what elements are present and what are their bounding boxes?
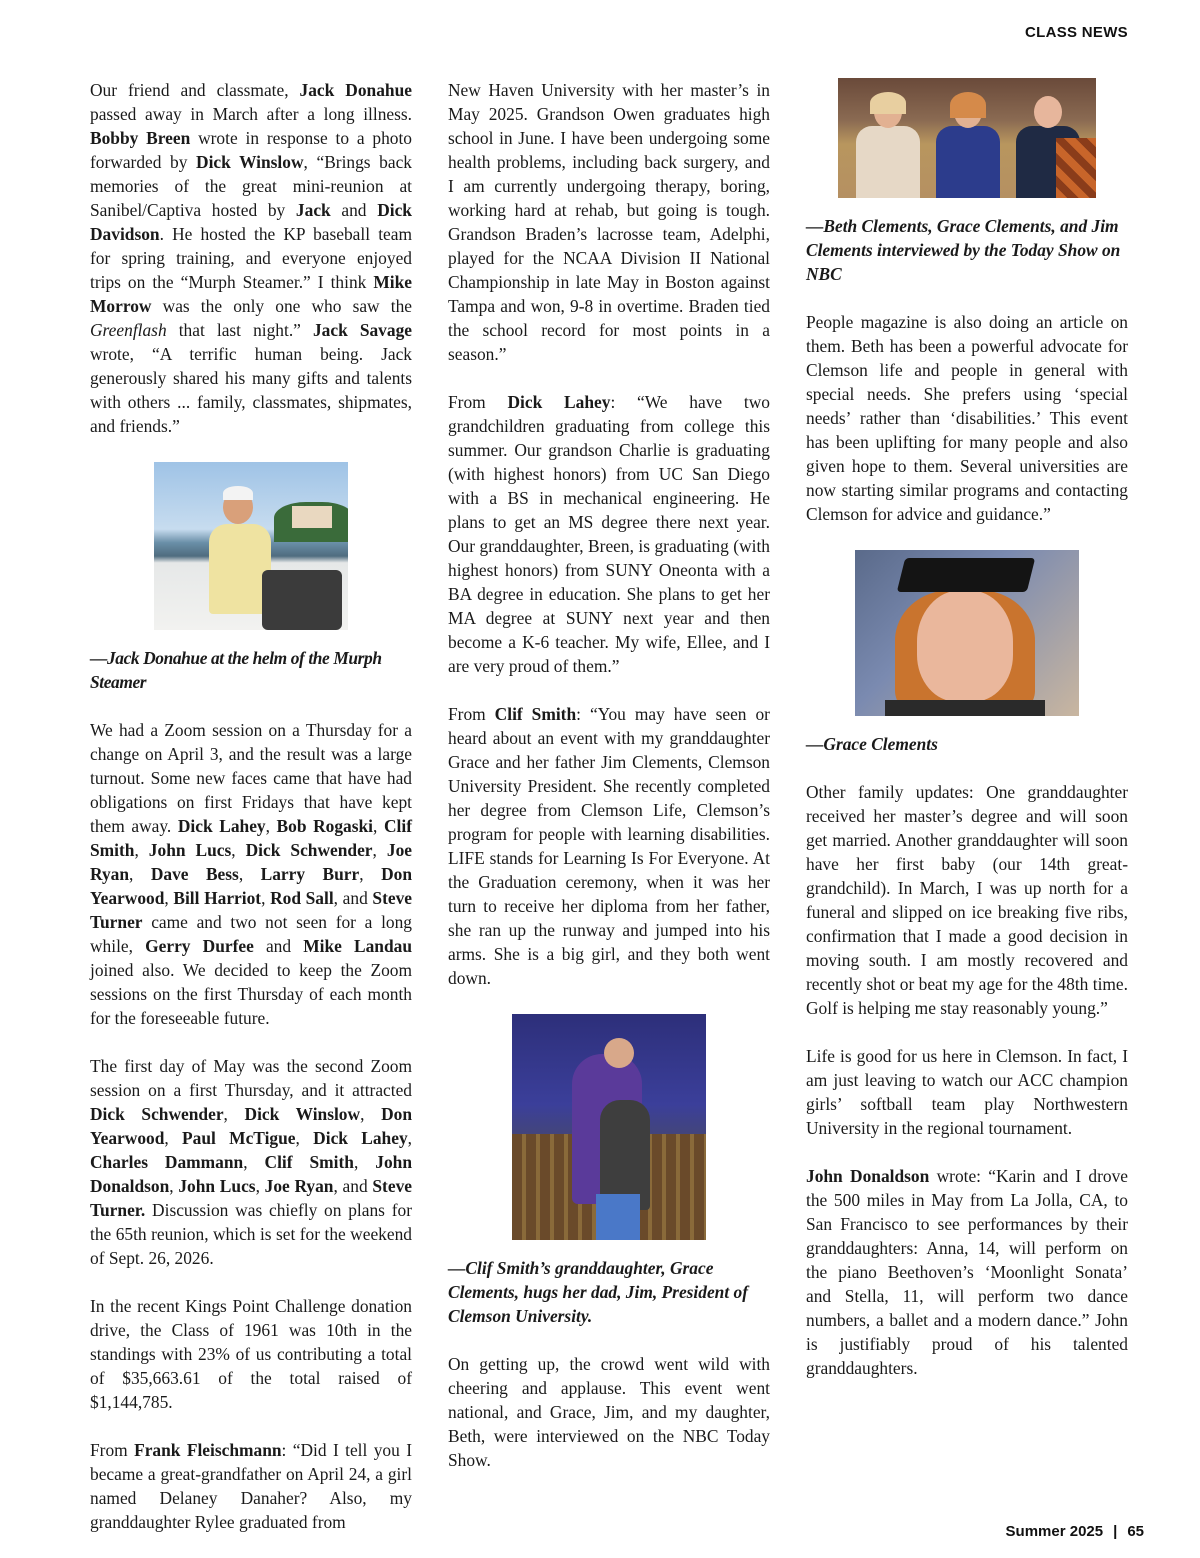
name-highlight: Dick Lahey <box>507 392 611 412</box>
photo-jack-donahue <box>154 462 348 630</box>
name-highlight: Clif Smith <box>494 704 577 724</box>
text-run: , <box>255 1176 265 1196</box>
name-highlight: Gerry Durfee <box>145 936 254 956</box>
page-footer <box>1006 1523 1144 1540</box>
text-run: From <box>448 392 508 412</box>
paragraph-donahue <box>90 78 412 438</box>
text-run: : “Did I tell you I became a great-grandfather on April 24, a girl named Delaney Danaher? Also, my granddaughter Rylee graduated from <box>90 1440 412 1532</box>
name-highlight: Dick Winslow <box>244 1104 361 1124</box>
paragraph-fleischmann <box>90 1438 412 1534</box>
photo-caption: —Beth Clements, Grace Clements, and Jim Clements interviewed by the Today Show on NBC <box>806 216 1121 284</box>
name-highlight: Don Yearwood <box>90 1104 412 1148</box>
text-run: and <box>330 200 378 220</box>
name-highlight: Dave Bess <box>150 864 239 884</box>
name-highlight: Don Yearwood <box>90 864 412 908</box>
text-run: , <box>164 888 174 908</box>
text-run: : “You may have seen or heard about an event with my granddaughter Grace and her father Jim Clements, Clemson University President. She recently completed her degree from Clemson Life, Clemson’s program for people with learning disabilities. LIFE stands for Learning Is For Everyone. At the Graduation ceremony, when it was her turn to receive her diploma from her father, she ran up the runway and jumped into his arms. She is a big girl, and they both went down. <box>448 704 770 988</box>
text-run: was the only one who saw the <box>151 296 412 316</box>
text-run: : “We have two grandchildren graduating from college this summer. Our grandson Charlie is graduating (with highest honors) from UC San Diego with a BS in mechanical engineering. He plans to get an MS degree there next year. Our granddaughter, Breen, is graduating (with highest honors) from SUNY Oneonta with a BA degree in education. She plans to get her MA degree at SUNY next year and then become a K-6 teacher. My wife, Ellee, and I are very proud of them.” <box>448 392 770 676</box>
name-highlight: Mike Morrow <box>90 272 412 316</box>
name-highlight: John Lucs <box>178 1176 256 1196</box>
column-1 <box>90 78 412 1558</box>
text-run: , <box>265 816 277 836</box>
name-highlight: Bill Harriot <box>173 888 262 908</box>
photo-grace-clements <box>855 550 1079 716</box>
name-highlight: Dick Lahey <box>313 1128 408 1148</box>
text-run: passed away in March after a long illness. <box>90 104 412 124</box>
text-run: Life is good for us here in Clemson. In fact, I am just leaving to watch our ACC champion girls’ softball team play Northwestern University in the regional tournament. <box>806 1046 1128 1138</box>
name-highlight: Rod Sall <box>270 888 334 908</box>
text-run: , <box>129 864 151 884</box>
text-run: Greenflash <box>90 320 167 340</box>
text-run: , <box>238 864 261 884</box>
name-highlight: John Donaldson <box>90 1152 412 1196</box>
text-run: The first day of May was the second Zoom session on a first Thursday, and it attracted <box>90 1056 412 1100</box>
name-highlight: John Lucs <box>148 840 232 860</box>
paragraph-clif-smith <box>448 702 770 990</box>
photo-caption: —Jack Donahue at the helm of the Murph Steamer <box>90 648 382 692</box>
paragraph-family-updates <box>806 780 1128 1020</box>
photo-caption: —Clif Smith’s granddaughter, Grace Clements, hugs her dad, Jim, President of Clemson University. <box>448 1258 749 1326</box>
text-run: Discussion was chiefly on plans for the 65th reunion, which is set for the weekend of Sept. 26, 2026. <box>90 1200 412 1268</box>
paragraph-lahey <box>448 390 770 678</box>
name-highlight: Bob Rogaski <box>276 816 374 836</box>
name-highlight: Dick Lahey <box>177 816 266 836</box>
photo-caption: —Grace Clements <box>806 734 938 754</box>
text-run: , <box>360 1104 382 1124</box>
text-run: New Haven University with her master’s in May 2025. Grandson Owen graduates high school in June. I have been undergoing some health problems, including back surgery, and I am currently undergoing therapy, boring, working hard at rehab, but going is tough. Grandson Braden’s lacrosse team, Adelphi, played for the NCAA Division II National Championship in late May in Boston against Tampa and won, 9-8 in overtime. Braden tied the school record for most points in a season.” <box>448 80 770 364</box>
paragraph-zoom-may <box>90 1054 412 1270</box>
name-highlight: Paul McTigue <box>182 1128 296 1148</box>
footer-separator: | <box>1113 1523 1118 1540</box>
name-highlight: Dick Winslow <box>196 152 304 172</box>
text-run: , and <box>333 1176 373 1196</box>
text-run: From <box>90 1440 135 1460</box>
name-highlight: Larry Burr <box>260 864 360 884</box>
text-run: , <box>261 888 271 908</box>
name-highlight: Steve Turner <box>90 888 413 932</box>
text-run: We had a Zoom session on a Thursday for a change on April 3, and the result was a large turnout. Some new faces came that have had obligations on first Fridays that have kept them away. <box>90 720 412 836</box>
text-run: , <box>373 816 384 836</box>
text-run: , <box>223 1104 245 1124</box>
name-highlight: Charles Dammann <box>90 1152 244 1172</box>
name-highlight: Jack <box>295 200 331 220</box>
text-run: , <box>243 1152 265 1172</box>
text-run: People magazine is also doing an article on them. Beth has been a powerful advocate for Clemson life and people in general with special needs. She prefers using ‘special needs’ rather than ‘disabilities.’ This event has been uplifting for many people and also given hope to them. Several universities are now starting similar programs and contacting Clemson for advice and guidance.” <box>806 312 1128 524</box>
text-run: , “Brings back memories of the great mini-reunion at Sanibel/Captiva hosted by <box>90 152 412 220</box>
name-highlight: John Donaldson <box>806 1166 930 1186</box>
paragraph-fleischmann-cont <box>448 78 770 366</box>
name-highlight: Clif Smith <box>90 816 412 860</box>
text-run: wrote: “Karin and I drove the 500 miles in May from La Jolla, CA, to San Francisco to see performances by their granddaughters: Anna, 14, will perform on the piano Beethoven’s ‘Moonlight Sonata’ and Stella, 11, will perform two dance numbers, a ballet and a modern dance.” John is justifiably proud of his talented granddaughters. <box>806 1166 1129 1378</box>
issue-label: Summer 2025 <box>1005 1523 1104 1540</box>
name-highlight: Dick Davidson <box>90 200 412 244</box>
name-highlight: Jack Donahue <box>299 80 412 100</box>
text-run: On getting up, the crowd went wild with cheering and applause. This event went national, and Grace, Jim, and my daughter, Beth, were interviewed on the NBC Today Show. <box>448 1354 770 1470</box>
text-run: that last night.” <box>166 320 313 340</box>
text-run: , <box>353 1152 376 1172</box>
text-run: came and two not seen for a long while, <box>90 912 412 956</box>
name-highlight: Joe Ryan <box>264 1176 334 1196</box>
column-3 <box>806 78 1128 1404</box>
text-run: and <box>253 936 304 956</box>
text-run: Other family updates: One granddaughter received her master’s degree and will soon get married. Another granddaughter will soon have her first baby (our 14th great-grandchild). In March, I was up north for a funeral and slipped on ice breaking five ribs, confirmation that I made a good decision in moving south. I am mostly recovered and recently shot or beat my age for the 48th time. Golf is helping me stay reasonably young.” <box>806 782 1128 1018</box>
text-run: joined also. We decided to keep the Zoom sessions on the first Thursday of each month for the foreseeable future. <box>90 960 412 1028</box>
paragraph-donaldson <box>806 1164 1128 1380</box>
text-run: wrote, “A terrific human being. Jack generously shared his many gifts and talents with others ... family, classmates, shipmates, and friends.” <box>90 344 412 436</box>
text-run: , <box>231 840 246 860</box>
text-run: , <box>295 1128 314 1148</box>
page-number: 65 <box>1127 1523 1144 1540</box>
paragraph-donation-drive <box>90 1294 412 1414</box>
text-run: In the recent Kings Point Challenge donation drive, the Class of 1961 was 10th in the standings with 23% of us contributing a total of $35,663.61 of the total raised of $1,144,785. <box>90 1296 412 1412</box>
text-run: wrote in response to a photo forwarded by <box>90 128 412 172</box>
text-run: Our friend and classmate, <box>90 80 300 100</box>
text-run: , <box>359 864 382 884</box>
text-run: , <box>169 1176 179 1196</box>
paragraph-clemson <box>806 1044 1128 1140</box>
name-highlight: Joe Ryan <box>90 840 412 884</box>
text-run: , and <box>333 888 373 908</box>
text-run: From <box>448 704 495 724</box>
photo-today-show <box>838 78 1096 198</box>
name-highlight: Dick Schwender <box>90 1104 224 1124</box>
paragraph-zoom-april <box>90 718 412 1030</box>
section-header: CLASS NEWS <box>1024 24 1128 41</box>
name-highlight: Bobby Breen <box>90 128 191 148</box>
name-highlight: Mike Landau <box>303 936 412 956</box>
text-run: , <box>134 840 149 860</box>
text-run: , <box>164 1128 183 1148</box>
name-highlight: Clif Smith <box>264 1152 354 1172</box>
name-highlight: Steve Turner. <box>90 1176 412 1220</box>
name-highlight: Frank Fleischmann <box>134 1440 282 1460</box>
name-highlight: Dick Schwender <box>245 840 373 860</box>
column-2 <box>448 78 770 1496</box>
name-highlight: Jack Savage <box>312 320 412 340</box>
photo-grace-hug <box>512 1014 706 1240</box>
text-run: . He hosted the KP baseball team for spring training, and everyone enjoyed trips on the “Murph Steamer.” I think <box>90 224 412 292</box>
text-run: , <box>407 1128 412 1148</box>
paragraph-people-magazine <box>806 310 1128 526</box>
paragraph-today-show <box>448 1352 770 1472</box>
text-run: , <box>372 840 387 860</box>
